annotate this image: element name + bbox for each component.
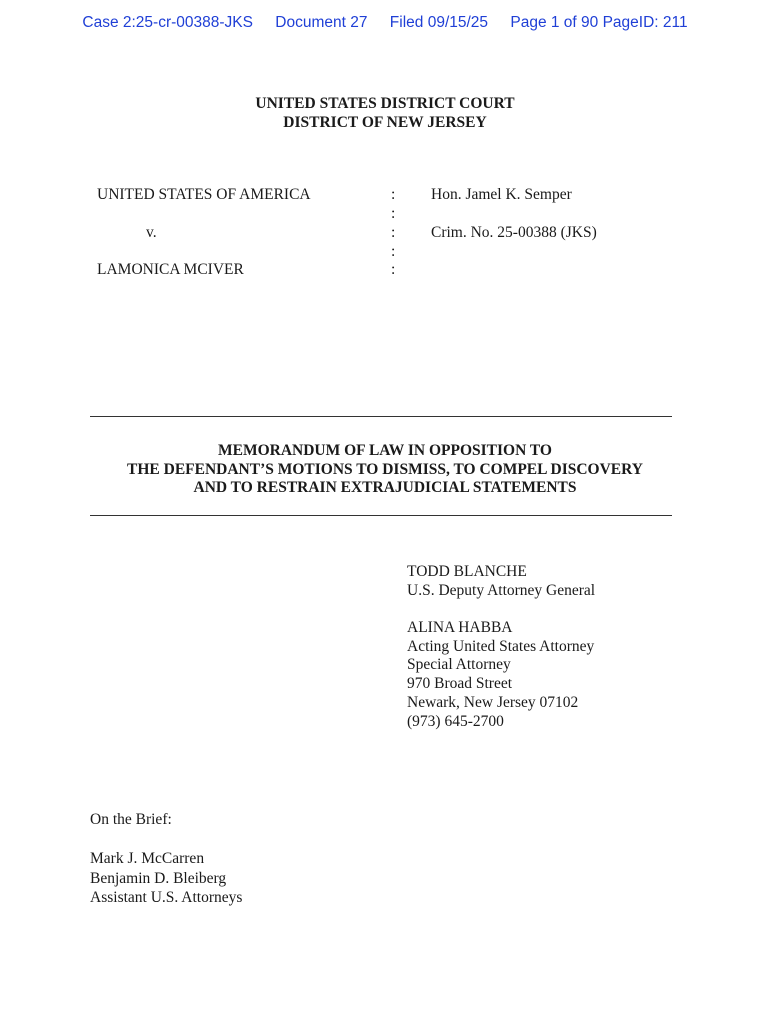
- memorandum-title-line-1: MEMORANDUM OF LAW IN OPPOSITION TO: [218, 442, 552, 459]
- brief-attorney-name: Mark J. McCarren: [90, 850, 205, 867]
- caption-separator: :: [391, 186, 396, 203]
- title-top-rule: [90, 416, 672, 417]
- caption-separator: :: [391, 205, 396, 222]
- court-heading: [0, 94, 770, 132]
- signatory-us-attorney: [407, 619, 594, 731]
- caption-judge: Hon. Jamel K. Semper: [431, 186, 572, 203]
- memorandum-title-line-2: THE DEFENDANT’S MOTIONS TO DISMISS, TO COMPEL DISCOVERY: [127, 460, 643, 478]
- title-bottom-rule: [90, 515, 672, 516]
- signatory-title: Acting United States Attorney: [407, 637, 595, 655]
- signatory-title: Special Attorney: [407, 656, 511, 674]
- signatory-name: TODD BLANCHE: [407, 563, 527, 580]
- ecf-header-stamp: [0, 14, 770, 32]
- caption-versus: v.: [146, 224, 157, 241]
- office-city: Newark, New Jersey 07102: [407, 693, 579, 711]
- page-id-stamp: Page 1 of 90 PageID: 211: [510, 14, 688, 31]
- caption-plaintiff: UNITED STATES OF AMERICA: [97, 186, 311, 203]
- court-district: DISTRICT OF NEW JERSEY: [283, 114, 487, 131]
- caption-separator: :: [391, 261, 396, 278]
- caption-criminal-number: Crim. No. 25-00388 (JKS): [431, 224, 597, 241]
- caption-defendant: LAMONICA MCIVER: [97, 261, 244, 278]
- filed-date-stamp: Filed 09/15/25: [389, 14, 489, 31]
- memorandum-title: [0, 442, 770, 498]
- brief-attorney-name: Benjamin D. Bleiberg: [90, 869, 227, 887]
- caption-separator: :: [391, 224, 396, 241]
- office-phone: (973) 645-2700: [407, 712, 504, 730]
- signatory-deputy-attorney-general: [407, 563, 595, 600]
- office-address: 970 Broad Street: [407, 675, 513, 693]
- on-the-brief-attorneys: [90, 849, 242, 908]
- on-the-brief-label: On the Brief:: [90, 811, 172, 828]
- memorandum-title-line-3: AND TO RESTRAIN EXTRAJUDICIAL STATEMENTS: [193, 479, 577, 496]
- court-name: UNITED STATES DISTRICT COURT: [255, 95, 515, 112]
- caption-separator: :: [391, 243, 396, 260]
- signatory-title: U.S. Deputy Attorney General: [407, 581, 596, 599]
- case-number-stamp: Case 2:25-cr-00388-JKS: [82, 14, 253, 31]
- signatory-name: ALINA HABBA: [407, 619, 513, 636]
- brief-attorney-role: Assistant U.S. Attorneys: [90, 889, 243, 906]
- document-number-stamp: Document 27: [275, 14, 368, 31]
